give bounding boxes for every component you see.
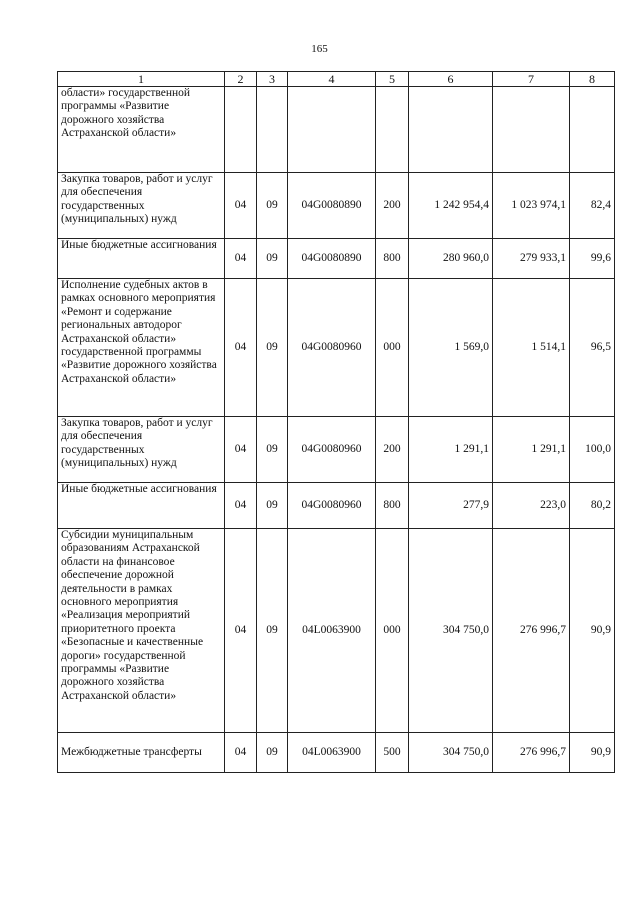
row-planned: 304 750,0 (409, 529, 493, 733)
row-section: 04 (225, 529, 257, 733)
row-subsection (257, 87, 288, 173)
row-planned (409, 87, 493, 173)
row-description: Иные бюджетные ассигнования (58, 239, 225, 279)
row-expense-type: 200 (376, 173, 409, 239)
row-percent: 99,6 (570, 239, 615, 279)
row-planned: 1 242 954,4 (409, 173, 493, 239)
table-row (58, 733, 615, 773)
row-description: Субсидии муниципальным образованиям Астраханской области на финансовое обеспечение дорожной деятельности в рамках основного мероприятия «Реализация мероприятий приоритетного проекта «Безопасные и качественные дороги» государственной программы «Развитие дорожного хозяйства Астраханской области» (58, 529, 225, 733)
row-expense-type: 200 (376, 417, 409, 483)
row-planned: 304 750,0 (409, 733, 493, 773)
row-target-code: 04L0063900 (288, 529, 376, 733)
row-planned: 1 291,1 (409, 417, 493, 483)
row-expense-type: 800 (376, 239, 409, 279)
row-percent: 100,0 (570, 417, 615, 483)
row-percent (570, 87, 615, 173)
header-col-3: 3 (257, 72, 288, 87)
row-expense-type: 000 (376, 279, 409, 417)
row-planned: 277,9 (409, 483, 493, 529)
row-subsection: 09 (257, 733, 288, 773)
row-expense-type: 800 (376, 483, 409, 529)
row-executed: 1 514,1 (493, 279, 570, 417)
row-target-code: 04G0080960 (288, 417, 376, 483)
header-col-4: 4 (288, 72, 376, 87)
row-subsection: 09 (257, 529, 288, 733)
row-executed: 1 291,1 (493, 417, 570, 483)
table-row (58, 279, 615, 417)
row-expense-type (376, 87, 409, 173)
row-description: Закупка товаров, работ и услуг для обеспечения государственных (муниципальных) нужд (58, 417, 225, 483)
row-description: Закупка товаров, работ и услуг для обеспечения государственных (муниципальных) нужд (58, 173, 225, 239)
row-target-code (288, 87, 376, 173)
row-executed: 279 933,1 (493, 239, 570, 279)
table-header-row (58, 72, 615, 87)
row-target-code: 04G0080890 (288, 173, 376, 239)
header-col-5: 5 (376, 72, 409, 87)
row-section: 04 (225, 733, 257, 773)
header-col-7: 7 (493, 72, 570, 87)
row-description: Межбюджетные трансферты (58, 733, 225, 773)
row-planned: 280 960,0 (409, 239, 493, 279)
row-subsection: 09 (257, 239, 288, 279)
table-row (58, 483, 615, 529)
row-subsection: 09 (257, 483, 288, 529)
row-percent: 82,4 (570, 173, 615, 239)
budget-table (57, 71, 615, 773)
header-col-6: 6 (409, 72, 493, 87)
row-percent: 80,2 (570, 483, 615, 529)
row-subsection: 09 (257, 173, 288, 239)
row-target-code: 04G0080960 (288, 279, 376, 417)
row-section: 04 (225, 239, 257, 279)
row-section (225, 87, 257, 173)
row-executed: 276 996,7 (493, 733, 570, 773)
row-percent: 90,9 (570, 529, 615, 733)
row-subsection: 09 (257, 417, 288, 483)
row-percent: 90,9 (570, 733, 615, 773)
row-planned: 1 569,0 (409, 279, 493, 417)
header-col-8: 8 (570, 72, 615, 87)
row-target-code: 04L0063900 (288, 733, 376, 773)
row-percent: 96,5 (570, 279, 615, 417)
row-description: Иные бюджетные ассигнования (58, 483, 225, 529)
row-expense-type: 000 (376, 529, 409, 733)
row-subsection: 09 (257, 279, 288, 417)
row-executed (493, 87, 570, 173)
table-row (58, 239, 615, 279)
row-description: области» государственной программы «Развитие дорожного хозяйства Астраханской области» (58, 87, 225, 173)
row-expense-type: 500 (376, 733, 409, 773)
row-target-code: 04G0080960 (288, 483, 376, 529)
row-target-code: 04G0080890 (288, 239, 376, 279)
table-row (58, 417, 615, 483)
header-col-1: 1 (58, 72, 225, 87)
table-row (58, 173, 615, 239)
row-section: 04 (225, 279, 257, 417)
table-row (58, 529, 615, 733)
header-col-2: 2 (225, 72, 257, 87)
row-section: 04 (225, 417, 257, 483)
row-section: 04 (225, 173, 257, 239)
row-description: Исполнение судебных актов в рамках основного мероприятия «Ремонт и содержание региональных автодорог Астраханской области» государственной программы «Развитие дорожного хозяйства Астраханской области» (58, 279, 225, 417)
row-executed: 276 996,7 (493, 529, 570, 733)
row-executed: 223,0 (493, 483, 570, 529)
row-section: 04 (225, 483, 257, 529)
page-number: 165 (311, 43, 328, 55)
table-row (58, 87, 615, 173)
row-executed: 1 023 974,1 (493, 173, 570, 239)
